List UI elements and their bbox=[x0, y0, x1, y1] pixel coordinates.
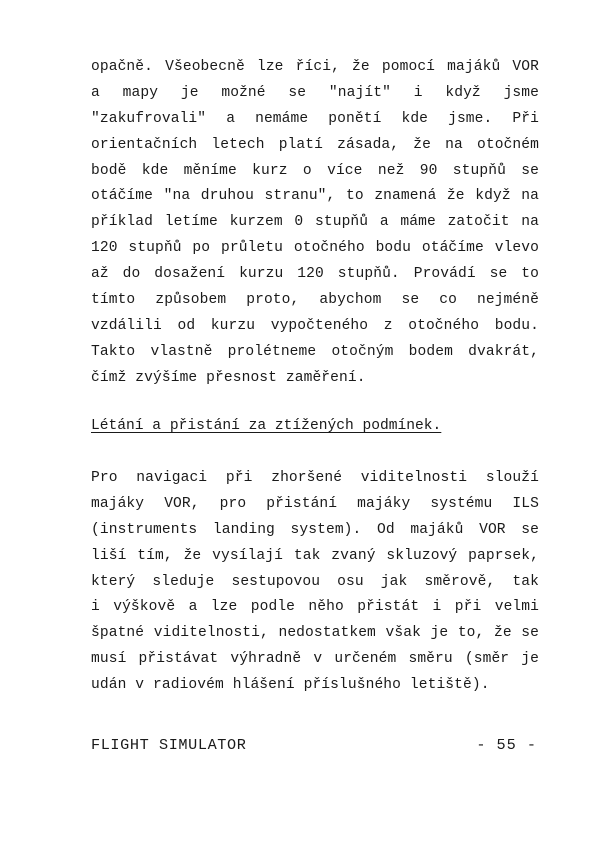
text-line: špatné viditelnosti, nedostatkem však je to, že se bbox=[91, 625, 539, 642]
text-line: "zakufrovali" a nemáme ponětí kde jsme. Při bbox=[91, 110, 539, 127]
paragraph-landing bbox=[91, 466, 539, 699]
page-number: - 55 - bbox=[476, 736, 537, 754]
text-line: který sleduje sestupovou osu jak směrově, tak bbox=[91, 573, 539, 590]
text-line: Takto vlastně prolétneme otočným bodem dvakrát, bbox=[91, 343, 539, 360]
text-line: příklad letíme kurzem 0 stupňů a máme zatočit na bbox=[91, 214, 539, 231]
text-line: (instruments landing system). Od majáků VOR se bbox=[91, 521, 539, 538]
text-line: liší tím, že vysílají tak zvaný skluzový paprsek, bbox=[91, 547, 539, 564]
text-line: Pro navigaci při zhoršené viditelnosti slouží bbox=[91, 470, 539, 486]
text-line: i výškově a lze podle něho přistát i při velmi bbox=[91, 599, 539, 616]
text-line: otáčíme "na druhou stranu", to znamená že když na bbox=[91, 188, 539, 205]
text-line: bodě kde měníme kurz o více než 90 stupňů se bbox=[91, 162, 539, 179]
text-line: tímto způsobem proto, abychom se co nejméně bbox=[91, 292, 539, 309]
text-line: opačně. Všeobecně lze říci, že pomocí majáků VOR bbox=[91, 59, 539, 75]
text-line: majáky VOR, pro přistání majáky systému ILS bbox=[91, 495, 539, 512]
paragraph-navigation bbox=[91, 55, 539, 392]
text-line: 120 stupňů po průletu otočného bodu otáčíme vlevo bbox=[91, 240, 539, 257]
text-line: musí přistávat výhradně v určeném směru (směr je bbox=[91, 651, 539, 668]
text-line: orientačních letech platí zásada, že na otočném bbox=[91, 136, 539, 153]
section-heading: Létání a přistání za ztížených podmínek. bbox=[91, 418, 442, 434]
text-line: udán v radiovém hlášení příslušného letiště). bbox=[91, 677, 490, 694]
footer-title: FLIGHT SIMULATOR bbox=[91, 736, 247, 754]
text-line: až do dosažení kurzu 120 stupňů. Provádí se to bbox=[91, 266, 539, 283]
text-line: vzdálili od kurzu vypočteného z otočného bodu. bbox=[91, 317, 539, 334]
text-line: čímž zvýšíme přesnost zaměření. bbox=[91, 369, 366, 386]
text-line: a mapy je možné se "najít" i když jsme bbox=[91, 84, 539, 101]
